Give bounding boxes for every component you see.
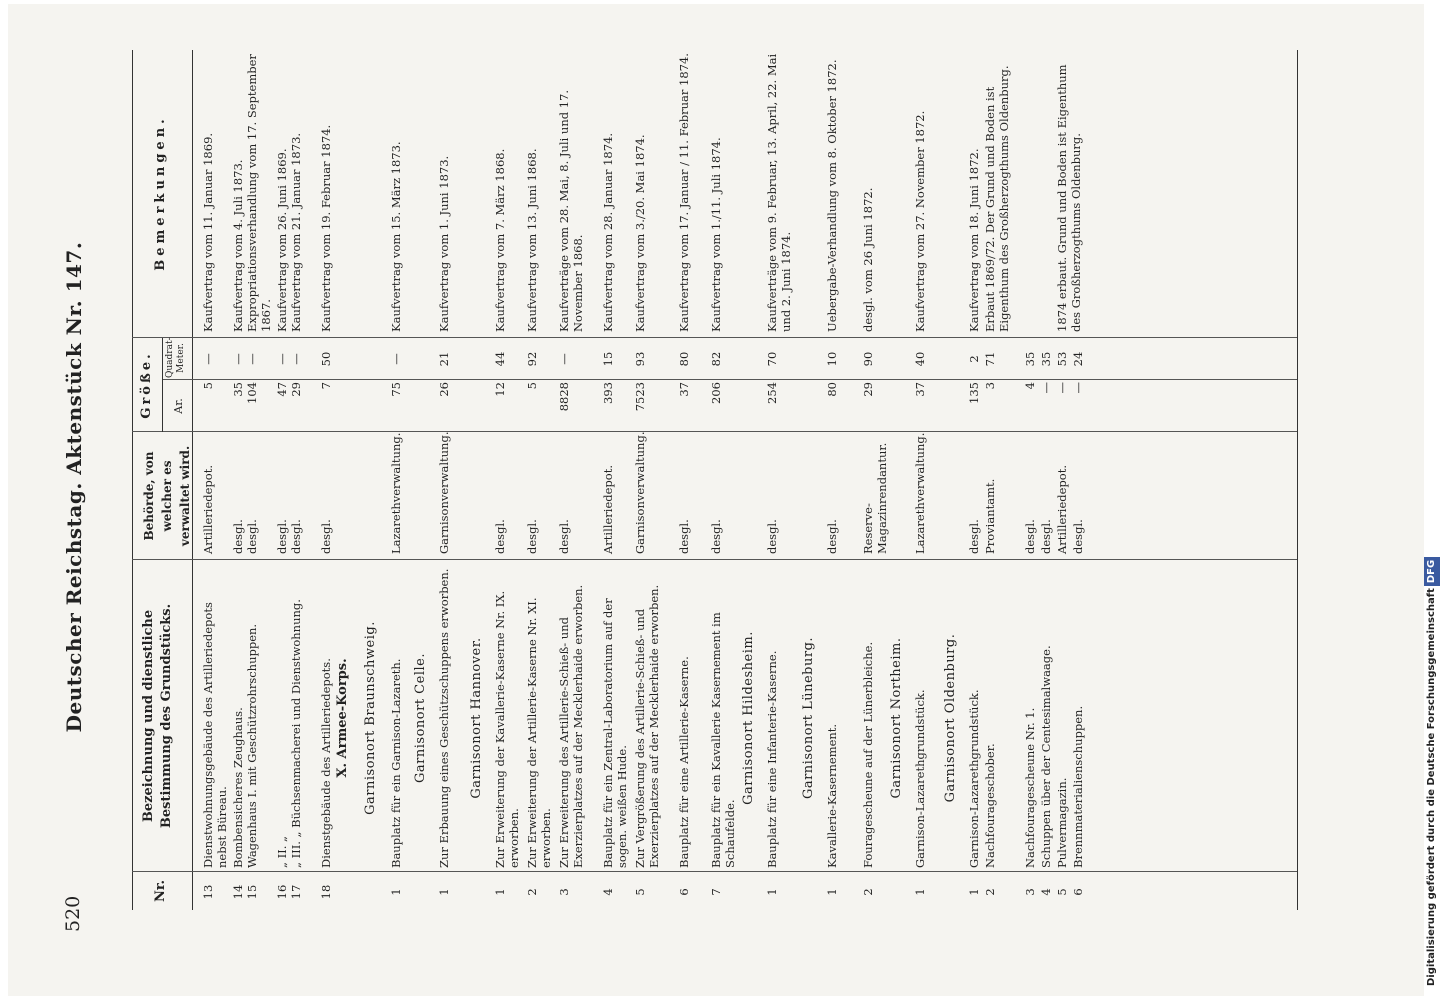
row-number: 5: [1055, 888, 1069, 896]
header-nr: Nr.: [153, 879, 168, 903]
row-area-ar: 3: [983, 382, 997, 390]
row-number: 2: [525, 888, 539, 896]
row-area-ar: 47: [275, 382, 289, 397]
row-authority: desgl.: [275, 519, 289, 554]
row-area-qm: 70: [765, 351, 779, 367]
row-area-ar: 29: [289, 382, 303, 397]
row-designation: Garnison-Lazarethgrundstück.: [967, 689, 981, 868]
row-number: 13: [201, 884, 215, 900]
row-authority: Lazarethverwaltung.: [389, 432, 403, 554]
row-designation: Zur Erbauung eines Geschützschuppens erworben.: [437, 568, 451, 868]
row-designation: Kavallerie-Kasernement.: [825, 723, 839, 868]
row-authority: desgl.: [557, 519, 571, 554]
row-area-ar: 29: [861, 382, 875, 397]
row-remarks: Kaufvertrag vom 3./20. Mai 1874.: [633, 134, 647, 332]
row-designation: Bauplatz für ein Garnison-Lazareth.: [389, 658, 403, 868]
row-remarks: Kaufvertrag vom 18. Juni 1872.: [967, 148, 981, 332]
row-area-ar: 26: [437, 382, 451, 397]
row-authority: desgl.: [709, 519, 723, 554]
row-area-ar: 104: [245, 382, 259, 404]
row-designation: Zur Vergrößerung des Artillerie-Schieß- und Exerzierplatzes auf der Mecklerhaide erworben.: [633, 584, 661, 868]
row-area-ar: —: [1039, 382, 1053, 394]
row-designation: Brennmaterialienschuppen.: [1071, 705, 1085, 868]
row-area-ar: —: [1055, 382, 1069, 394]
row-remarks: Kaufvertrag vom 17. Januar / 11. Februar 1874.: [677, 53, 691, 332]
row-area-ar: 37: [913, 382, 927, 397]
row-area-ar: 75: [389, 382, 403, 397]
row-number: 15: [245, 884, 259, 900]
scanned-page: [8, 4, 1437, 996]
row-remarks: Kaufvertrag vom 1. Juni 1873.: [437, 155, 451, 332]
running-head: Deutscher Reichstag. Aktenstück Nr. 147.: [62, 241, 86, 733]
row-number: 4: [1039, 888, 1053, 896]
row-area-qm: 40: [913, 351, 927, 367]
row-remarks: Kaufvertrag vom 26. Juni 1869.: [275, 148, 289, 332]
row-remarks: Kaufvertrag vom 7. März 1868.: [493, 148, 507, 332]
row-remarks: Expropriationsverhandlung vom 17. September 1867.: [245, 54, 273, 332]
row-remarks: Kaufvertrag vom 21. Januar 1873.: [289, 132, 303, 332]
row-authority: Artilleriedepot.: [601, 465, 615, 554]
row-area-qm: 90: [861, 351, 875, 367]
row-number: 14: [231, 884, 245, 900]
row-area-ar: 135: [967, 382, 981, 404]
row-area-qm: 80: [677, 351, 691, 367]
row-area-qm: 35: [1039, 351, 1053, 367]
row-authority: desgl.: [289, 519, 303, 554]
row-authority: desgl.: [1071, 519, 1085, 554]
row-number: 2: [983, 888, 997, 896]
row-number: 6: [1071, 888, 1085, 896]
row-area-qm: 44: [493, 351, 507, 367]
row-designation: Wagenhaus I. mit Geschützrohrschuppen.: [245, 623, 259, 868]
row-area-ar: 7523: [633, 382, 647, 412]
row-number: 1: [437, 888, 451, 896]
row-number: 6: [677, 888, 691, 896]
header-ar: Ar.: [172, 398, 185, 414]
row-remarks: desgl. vom 26 Juni 1872.: [861, 187, 875, 332]
row-authority: desgl.: [493, 519, 507, 554]
row-number: 1: [913, 888, 927, 896]
garrison-label: Garnisonort Oldenburg.: [943, 633, 958, 803]
garrison-label: Garnisonort Hannover.: [469, 637, 484, 799]
garrison-label: Garnisonort Celle.: [413, 653, 428, 783]
row-designation: Bauplatz für ein Kavallerie Kasernement im Schaufelde.: [709, 612, 737, 868]
row-number: 1: [493, 888, 507, 896]
row-designation: „ II. „: [275, 836, 289, 868]
row-area-qm: —: [245, 353, 259, 365]
row-area-ar: 393: [601, 382, 615, 404]
row-area-qm: 71: [983, 351, 997, 367]
row-area-ar: 254: [765, 382, 779, 404]
row-area-qm: —: [557, 353, 571, 365]
dfg-logo: DFG: [1424, 557, 1440, 586]
row-designation: Bauplatz für eine Artillerie-Kaserne.: [677, 656, 691, 868]
row-authority: Garnisonverwaltung.: [633, 431, 647, 554]
row-area-ar: 35: [231, 382, 245, 397]
rotated-page: [48, 12, 1348, 962]
row-area-qm: 10: [825, 351, 839, 367]
row-area-qm: 24: [1071, 351, 1085, 367]
garrison-label: Garnisonort Lüneburg.: [801, 636, 816, 800]
corps-label: X. Armee-Korps.: [335, 658, 350, 778]
row-area-qm: 50: [319, 351, 333, 367]
row-authority: desgl.: [825, 519, 839, 554]
row-area-ar: 12: [493, 382, 507, 397]
row-authority: Artilleriedepot.: [201, 465, 215, 554]
row-area-qm: —: [389, 353, 403, 365]
digitization-note: [1424, 12, 1440, 996]
row-designation: Zur Erweiterung der Kavallerie-Kaserne Nr. IX. erworben.: [493, 590, 521, 868]
row-authority: desgl.: [1039, 519, 1053, 554]
row-area-qm: —: [289, 353, 303, 365]
row-number: 7: [709, 888, 723, 896]
row-designation: Bombensicheres Zeughaus.: [231, 707, 245, 868]
row-number: 1: [967, 888, 981, 896]
row-authority: Lazarethverwaltung.: [913, 432, 927, 554]
row-designation: Pulvermagazin.: [1055, 777, 1069, 868]
row-remarks: Kaufvertrag vom 11. Januar 1869.: [201, 132, 215, 332]
row-designation: Dienstgebäude des Artilleriedepots.: [319, 658, 333, 868]
row-designation: Zur Erweiterung der Artillerie-Kaserne Nr. XI. erworben.: [525, 597, 553, 868]
row-authority: desgl.: [525, 519, 539, 554]
table-bottom-rule: [1297, 50, 1298, 910]
row-authority: desgl.: [245, 519, 259, 554]
row-area-ar: 5: [525, 382, 539, 390]
row-remarks: Kaufverträge vom 28. Mai, 8. Juli und 17. November 1868.: [557, 89, 585, 332]
row-area-qm: 82: [709, 351, 723, 367]
row-area-qm: —: [231, 353, 245, 365]
row-number: 4: [601, 888, 615, 896]
row-number: 1: [825, 888, 839, 896]
row-remarks: Kaufvertrag vom 19. Februar 1874.: [319, 124, 333, 332]
row-area-ar: —: [1071, 382, 1085, 394]
row-authority: desgl.: [319, 519, 333, 554]
row-authority: Proviantamt.: [983, 478, 997, 554]
row-authority: desgl.: [765, 519, 779, 554]
row-authority: desgl.: [1023, 519, 1037, 554]
row-number: 5: [633, 888, 647, 896]
row-remarks: Kaufvertrag vom 28. Januar 1874.: [601, 132, 615, 332]
row-number: 2: [861, 888, 875, 896]
row-area-ar: 80: [825, 382, 839, 397]
row-area-ar: 4: [1023, 382, 1037, 390]
row-area-ar: 206: [709, 382, 723, 404]
row-designation: Garnison-Lazarethgrundstück.: [913, 689, 927, 868]
row-remarks: Kaufverträge vom 9. Februar, 13. April, 22. Mai und 2. Juni 1874.: [765, 53, 793, 332]
row-area-qm: 15: [601, 351, 615, 367]
header-groesse: Größe.: [139, 351, 154, 419]
header-behoerde: Behörde, von welcher es verwaltet wird.: [142, 445, 192, 547]
garrison-label: Garnisonort Hildesheim.: [741, 631, 756, 805]
garrison-label: Garnisonort Northeim.: [889, 637, 904, 799]
row-area-ar: 7: [319, 382, 333, 390]
garrison-label: Garnisonort Braunschweig.: [363, 621, 378, 815]
header-bemerkungen: Bemerkungen.: [153, 115, 168, 271]
row-area-qm: 35: [1023, 351, 1037, 367]
row-remarks: Uebergabe-Verhandlung vom 8. Oktober 1872.: [825, 59, 839, 332]
row-area-qm: 53: [1055, 351, 1069, 367]
row-remarks: 1874 erbaut. Grund und Boden ist Eigenthum des Großherzogthums Oldenburg.: [1055, 64, 1083, 332]
page-number: 520: [62, 895, 84, 932]
row-remarks: Kaufvertrag vom 1./11. Juli 1874.: [709, 137, 723, 332]
row-number: 1: [765, 888, 779, 896]
row-authority: desgl.: [677, 519, 691, 554]
funding-text: Digitalisierung gefördert durch die Deutsche Forschungsgemeinschaft: [1426, 588, 1437, 986]
row-area-qm: 2: [967, 355, 981, 363]
row-area-ar: 37: [677, 382, 691, 397]
row-area-ar: 5: [201, 382, 215, 390]
row-area-qm: 92: [525, 351, 539, 367]
row-area-qm: —: [275, 353, 289, 365]
row-number: 3: [557, 888, 571, 896]
row-remarks: Kaufvertrag vom 13. Juni 1868.: [525, 148, 539, 332]
property-table: [132, 50, 1297, 910]
row-number: 18: [319, 884, 333, 900]
row-number: 17: [289, 884, 303, 900]
row-number: 1: [389, 888, 403, 896]
row-authority: Artilleriedepot.: [1055, 465, 1069, 554]
row-number: 3: [1023, 888, 1037, 896]
row-designation: „ III. „ Büchsenmacherei und Dienstwohnung.: [289, 599, 303, 868]
row-designation: Nachfourageschober.: [983, 743, 997, 868]
row-authority: desgl.: [967, 519, 981, 554]
row-authority: Garnisonverwaltung.: [437, 431, 451, 554]
row-designation: Bauplatz für ein Zentral-Laboratorium auf der sogen. weißen Hude.: [601, 598, 629, 868]
row-designation: Bauplatz für eine Infanterie-Kaserne.: [765, 650, 779, 868]
row-designation: Dienstwohnungsgebäude des Artilleriedepots nebst Büreau.: [201, 602, 229, 868]
row-designation: Schuppen über der Centesimalwaage.: [1039, 645, 1053, 868]
row-authority: Reserve-Magazinrendantur.: [861, 442, 889, 554]
row-remarks: Kaufvertrag vom 4. Juli 1873.: [231, 159, 245, 332]
row-number: 16: [275, 884, 289, 900]
row-area-qm: 21: [437, 351, 451, 367]
header-bezeichnung: Bezeichnung und dienstliche Bestimmung des Grundstücks.: [141, 603, 174, 829]
digitization-note-text: [1424, 2, 1440, 996]
row-designation: Zur Erweiterung des Artillerie-Schieß- und Exerzierplatzes auf der Mecklerhaide erworben.: [557, 584, 585, 868]
row-remarks: Kaufvertrag vom 27. November 1872.: [913, 110, 927, 332]
row-designation: Nachfouragescheune Nr. 1.: [1023, 707, 1037, 868]
table-body: [132, 50, 1297, 910]
header-qm: Quadrat-Meter.: [165, 337, 186, 378]
row-authority: desgl.: [231, 519, 245, 554]
row-remarks: Erbaut 1869/72. Der Grund und Boden ist Eigenthum des Großherzogthums Oldenburg.: [983, 65, 1011, 332]
row-area-qm: —: [201, 353, 215, 365]
row-area-qm: 93: [633, 351, 647, 367]
row-area-ar: 8828: [557, 382, 571, 412]
row-remarks: Kaufvertrag vom 15. März 1873.: [389, 141, 403, 332]
row-designation: Fouragescheune auf der Lünerbleiche.: [861, 641, 875, 868]
